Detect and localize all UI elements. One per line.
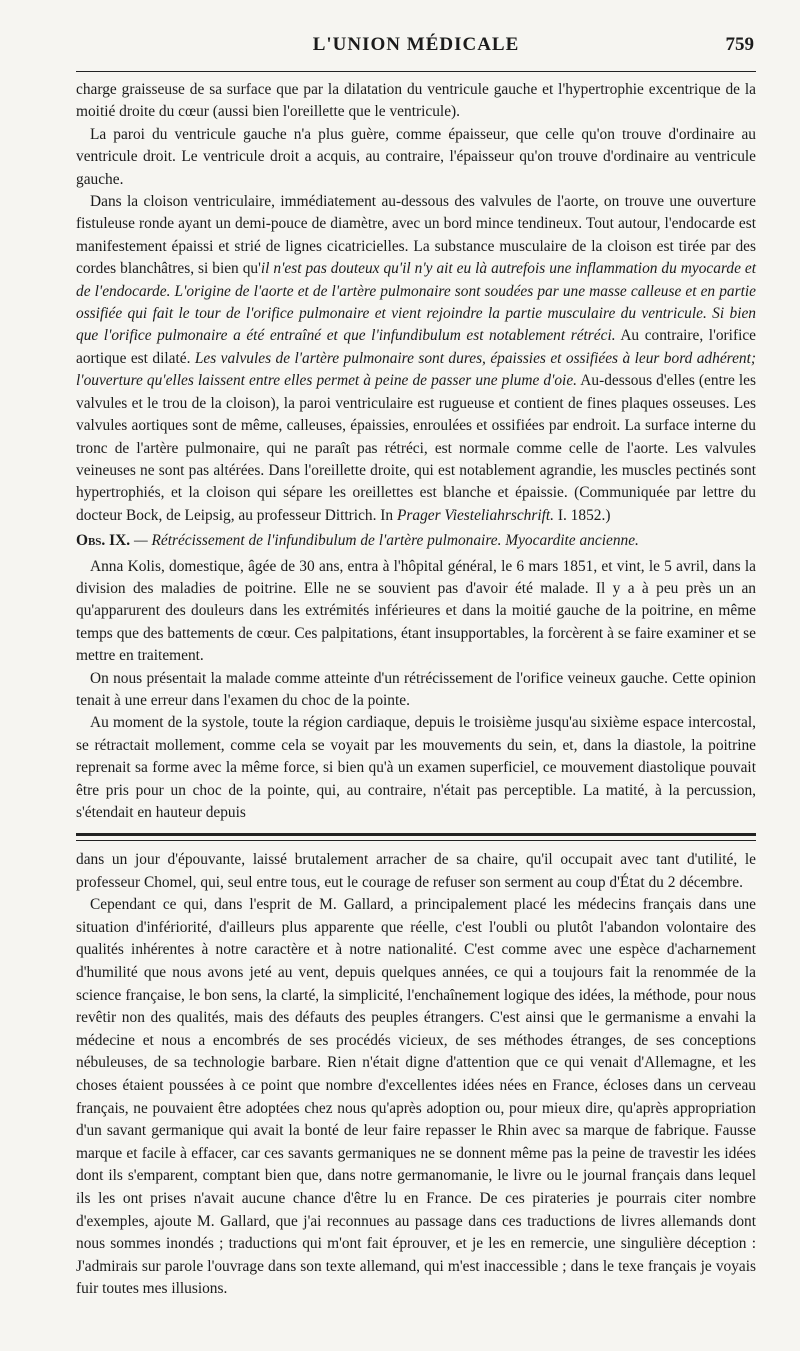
italic-span: Les valvules de l'artère pulmonaire sont dures, épaissies et ossifiées à leur bord adhérent; l'ouverture qu'elles laissent entre elles permet à peine de passer une plume d'oie. — [76, 349, 756, 390]
text-span: I. 1852.) — [554, 506, 611, 524]
observation-label: Obs. IX. — [76, 532, 131, 550]
article-column — [76, 79, 756, 824]
paragraph: charge graisseuse de sa surface que par la dilatation du ventricule gauche et l'hypertrophie excentrique de la moitié droite du cœur (aussi bien l'oreillette que le ventricule). — [76, 81, 756, 121]
paragraph: dans un jour d'épouvante, laissé brutalement arracher de sa chaire, qu'il occupait avec tant d'utilité, le professeur Chomel, qui, seul entre tous, eut le courage de refuser son serment au coup d'État du 2 décembre. — [76, 851, 756, 891]
italic-span: il n'est pas douteux qu'il n'y ait eu là autrefois une inflammation du myocarde et de l'endocarde. L'origine de l'aorte et de l'artère pulmonaire sont soudées par une masse calleuse et en partie ossifiée qui fait le tour de l'orifice pulmonaire et vient rejoindre la partie musculaire du ventricule. Si bien que l'orifice pulmonaire a été entraîné et que l'infundibulum est notablement rétréci. — [76, 260, 756, 345]
italic-span: Prager Viesteliahrschrift. — [396, 506, 555, 524]
text-span: Dans la cloison ventriculaire, immédiatement au-dessous des valvules de l'aorte, on trouve une ouverture fistuleuse ronde ayant un demi-pouce de diamètre, avec un bord mince tendineux. Tout autour, l'endocarde est manifestement épaissi et strié de lignes cicatricielles. La substance musculaire de la cloison est tirée par des cordes blanchâtres, si bien qu' — [76, 193, 756, 278]
paragraph: La paroi du ventricule gauche n'a plus guère, comme épaisseur, que celle qu'on trouve d'ordinaire au ventricule droit. Le ventricule droit a acquis, au contraire, l'épaisseur qu'on trouve d'ordinaire au ventricule gauche. — [76, 125, 756, 188]
feuilleton-separator — [76, 833, 756, 836]
text-span: Au-dessous d'elles (entre les valvules et le trou de la cloison), la paroi ventriculaire est rugueuse et contient de fines plaques osseuses. Les valvules aortiques sont de même, calleuses, épaissies, enroulées et ossifiées par endroit. La surface interne du tronc de l'artère pulmonaire, qui ne paraît pas rétréci, est normale comme celle de l'aorte. Les valvules veineuses ne sont pas altérées. Dans l'oreillette droite, qui est notablement agrandie, les muscles pectinés sont hypertrophiés, et la cloison qui sépare les oreillettes est blanche et épaissie. (Communiquée par lettre du docteur Bock, de Leipsig, au professeur Dittrich. In — [76, 372, 756, 524]
paragraph: On nous présentait la malade comme atteinte d'un rétrécissement de l'orifice veineux gauche. Cette opinion tenait à une erreur dans l'examen du choc de la pointe. — [76, 669, 756, 709]
paragraph: Anna Kolis, domestique, âgée de 30 ans, entra à l'hôpital général, le 6 mars 1851, et vint, le 5 avril, dans la division des maladies de poitrine. Elle ne se souvient pas d'avoir été malade. Il y a à peu près un an qu'apparurent des douleurs dans les extrémités inférieures et dans la moitié gauche de la poitrine, en même temps que des battements de cœur. Ces palpitations, étant insupportables, la forcèrent à se faire examiner et se mettre en traitement. — [76, 557, 756, 665]
running-title: L'UNION MÉDICALE — [312, 34, 520, 55]
feuilleton-separator-thin — [76, 840, 756, 841]
page-number: 759 — [725, 34, 754, 55]
header-rule — [76, 71, 756, 72]
feuilleton-column — [76, 849, 756, 1301]
paragraph: Au moment de la systole, toute la région cardiaque, depuis le troisième jusqu'au sixième espace intercostal, se rétractait mollement, comme cela se voyait par les mouvements du sein, et, dans la diastole, la poitrine reprenait sa forme avec la même force, si bien qu'à un examen superficiel, ce mouvement diastolique pouvait être pris pour un choc de la pointe, qui, au contraire, n'était pas perceptible. La matité, à la percussion, s'étendait en hauteur depuis — [76, 714, 756, 821]
observation-title: — Rétrécissement de l'infundibulum de l'artère pulmonaire. Myocardite ancienne. — [133, 532, 639, 550]
text-span: Au contraire, l'orifice aortique est dilaté. — [76, 327, 757, 367]
page-header — [76, 34, 756, 64]
observation-heading — [76, 530, 756, 552]
paragraph: Cependant ce qui, dans l'esprit de M. Gallard, a principalement placé les médecins français dans une situation d'infériorité, d'ailleurs plus apparente que réelle, c'est l'oubli ou plutôt l'abandon volontaire des qualités inhérentes à notre caractère et à notre nationalité. C'est comme avec une espèce d'acharnement d'humilité que nous avons jeté au vent, depuis quelques années, ce qui a toujours fait la renommée de la science française, le bon sens, la clarté, la simplicité, l'enchaînement logique des idées, la méthode, pour nous revêtir non des qualités, mais des défauts des peuples étrangers. C'est ainsi que le germanisme a envahi la médecine et nous a encombrés de ses procédés vicieux, de ses méthodes étranges, de ses conceptions nébuleuses, de sa technologie barbare. Rien n'était digne d'attention que ce qui venait d'Allemagne, et les choses étaient poussées à ce point que nombre d'excellentes idées nées en France, écloses dans un cerveau français, ne pouvaient être adoptées chez nous qu'après adoption ou, pour mieux dire, qu'après appropriation d'un savant germanique qui avait la bonté de leur faire repasser le Rhin avec sa marque de fabrique. Fausse marque et facile à effacer, car ces savants germaniques ne se donnent même pas la peine de travestir les idées dont ils s'emparent, comptant bien que, dans notre germanomanie, le livre ou le journal français dans lequel ils les ont prises n'avait aucune chance d'être lu en France. De ces pirateries je pourrais citer nombre d'exemples, ajoute M. Gallard, que j'ai reconnues au passage dans ces traductions de livres allemands dont nous sommes inondés ; traductions qui m'ont fait éprouver, et je les en remercie, une singulière déception : J'admirais sur parole l'ouvrage dans son texte allemand, qui m'est inaccessible ; dans le texe français je voyais fuir toutes mes illusions. — [76, 896, 756, 1298]
paragraph — [76, 191, 756, 527]
